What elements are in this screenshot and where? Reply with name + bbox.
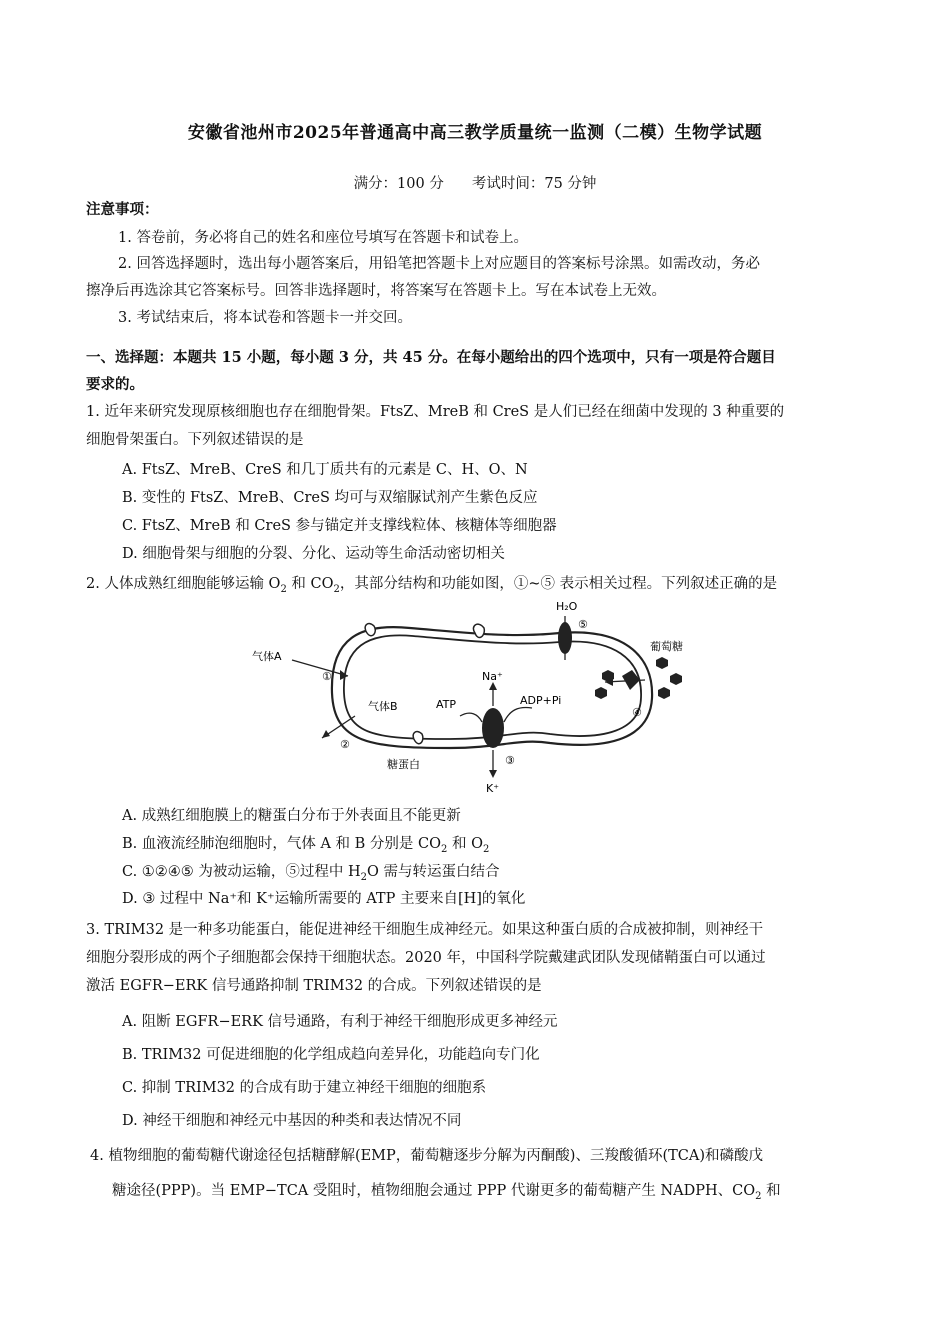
channel-protein-top-mid <box>473 624 484 637</box>
notice-item-2-line2: 擦净后再选涂其它答案标号。回答非选择题时，将答案写在答题卡上。写在本试卷上无效。 <box>86 283 666 299</box>
label-gas-b: 气体B <box>368 700 398 713</box>
label-k: K⁺ <box>486 782 500 795</box>
q1-option-c: C. FtsZ、MreB 和 CreS 参与锚定并支撑线粒体、核糖体等细胞器 <box>122 518 557 534</box>
adp-arrow <box>504 708 532 722</box>
label-h2o: H₂O <box>556 600 578 613</box>
gas-a-arrow <box>292 660 348 676</box>
exam-time: 考试时间：75 分钟 <box>471 176 597 192</box>
page-title: 安徽省池州市2025年普通高中高三教学质量统一监测（二模）生物学试题 <box>187 123 763 143</box>
q1-stem-line1: 1. 近年来研究发现原核细胞也存在细胞骨架。FtsZ、MreB 和 CreS 是人们已经在细菌中发现的 3 种重要的 <box>86 404 785 420</box>
sodium-potassium-pump <box>482 708 504 748</box>
label-glucose: 葡萄糖 <box>650 640 683 653</box>
q3-option-b: B. TRIM32 可促进细胞的化学组成趋向差异化，功能趋向专门化 <box>122 1047 540 1063</box>
label-process-2: ② <box>340 738 350 751</box>
label-atp: ATP <box>436 698 457 711</box>
q4-stem-line2: 糖途径(PPP)。当 EMP−TCA 受阻时，植物细胞会通过 PPP 代谢更多的葡萄糖产生 NADPH、$CO_2$ 和 <box>112 1183 781 1202</box>
q1-option-b: B. 变性的 FtsZ、MreB、CreS 均可与双缩脲试剂产生紫色反应 <box>122 490 538 506</box>
channel-protein-top-left <box>365 624 375 636</box>
label-process-4: ④ <box>632 706 642 719</box>
q3-option-d: D. 神经干细胞和神经元中基因的种类和表达情况不同 <box>122 1113 462 1129</box>
label-gas-a: 气体A <box>252 650 282 663</box>
q3-option-c: C. 抑制 TRIM32 的合成有助于建立神经干细胞的细胞系 <box>122 1080 487 1096</box>
atp-arrow <box>460 713 482 722</box>
q3-stem-line3: 激活 EGFR−ERK 信号通路抑制 TRIM32 的合成。下列叙述错误的是 <box>86 978 542 994</box>
q3-stem-line2: 细胞分裂形成的两个子细胞都会保持干细胞状态。2020 年，中国科学院戴建武团队发现储鞘蛋白可以通过 <box>86 950 766 966</box>
notice-item-3: 3. 考试结束后，将本试卷和答题卡一并交回。 <box>118 310 412 326</box>
q1-option-d: D. 细胞骨架与细胞的分裂、分化、运动等生命活动密切相关 <box>122 546 505 562</box>
notice-heading: 注意事项： <box>86 201 159 218</box>
q1-stem-line2: 细胞骨架蛋白。下列叙述错误的是 <box>86 432 304 448</box>
exam-meta <box>0 172 950 193</box>
red-blood-cell-diagram <box>250 598 700 798</box>
notice-item-1: 1. 答卷前，务必将自己的姓名和座位号填写在答题卡和试卷上。 <box>118 230 528 246</box>
q3-option-a: A. 阻断 EGFR−ERK 信号通路，有利于神经干细胞形成更多神经元 <box>122 1014 558 1030</box>
notice-item-2-line1: 2. 回答选择题时，选出每小题答案后，用铅笔把答题卡上对应题目的答案标号涂黑。如需改动，务必 <box>118 256 760 272</box>
label-glycoprotein: 糖蛋白 <box>387 758 420 771</box>
section-heading-line2: 要求的。 <box>86 376 144 393</box>
label-process-3: ③ <box>505 754 515 767</box>
full-score: 满分：100 分 <box>353 176 444 192</box>
label-na: Na⁺ <box>482 670 503 683</box>
q2-option-d: D. ③ 过程中 Na⁺和 K⁺运输所需要的 ATP 主要来自[H]的氧化 <box>122 891 526 907</box>
q4-stem-line1: 4. 植物细胞的葡萄糖代谢途径包括糖酵解(EMP，葡萄糖逐步分解为丙酮酸)、三羧酸循环(TCA)和磷酸戊 <box>90 1148 763 1164</box>
q2-option-b: B. 血液流经肺泡细胞时，气体 A 和 B 分别是 $CO_2$ 和 $O_2$ <box>122 836 490 855</box>
label-adp: ADP+Pi <box>520 694 562 707</box>
label-process-5: ⑤ <box>578 618 588 631</box>
q3-stem-line1: 3. TRIM32 是一种多功能蛋白，能促进神经干细胞生成神经元。如果这种蛋白质的合成被抑制，则神经干 <box>86 922 764 938</box>
q2-option-c: C. ①②④⑤ 为被动运输，⑤过程中 $H_2O$ 需与转运蛋白结合 <box>122 864 500 883</box>
q2-stem: 2. 人体成熟红细胞能够运输 $O_2$ 和 $CO_2$，其部分结构和功能如图，①~⑤ 表示相关过程。下列叙述正确的是 <box>86 576 778 595</box>
label-process-1: ① <box>322 670 332 683</box>
q1-option-a: A. FtsZ、MreB、CreS 和几丁质共有的元素是 C、H、O、N <box>122 462 528 478</box>
section-heading-line1: 一、选择题：本题共 15 小题，每小题 3 分，共 45 分。在每小题给出的四个选项中，只有一项是符合题目 <box>86 349 776 366</box>
glycoprotein-bottom <box>413 732 423 744</box>
q2-option-a: A. 成熟红细胞膜上的糖蛋白分布于外表面且不能更新 <box>122 808 461 824</box>
